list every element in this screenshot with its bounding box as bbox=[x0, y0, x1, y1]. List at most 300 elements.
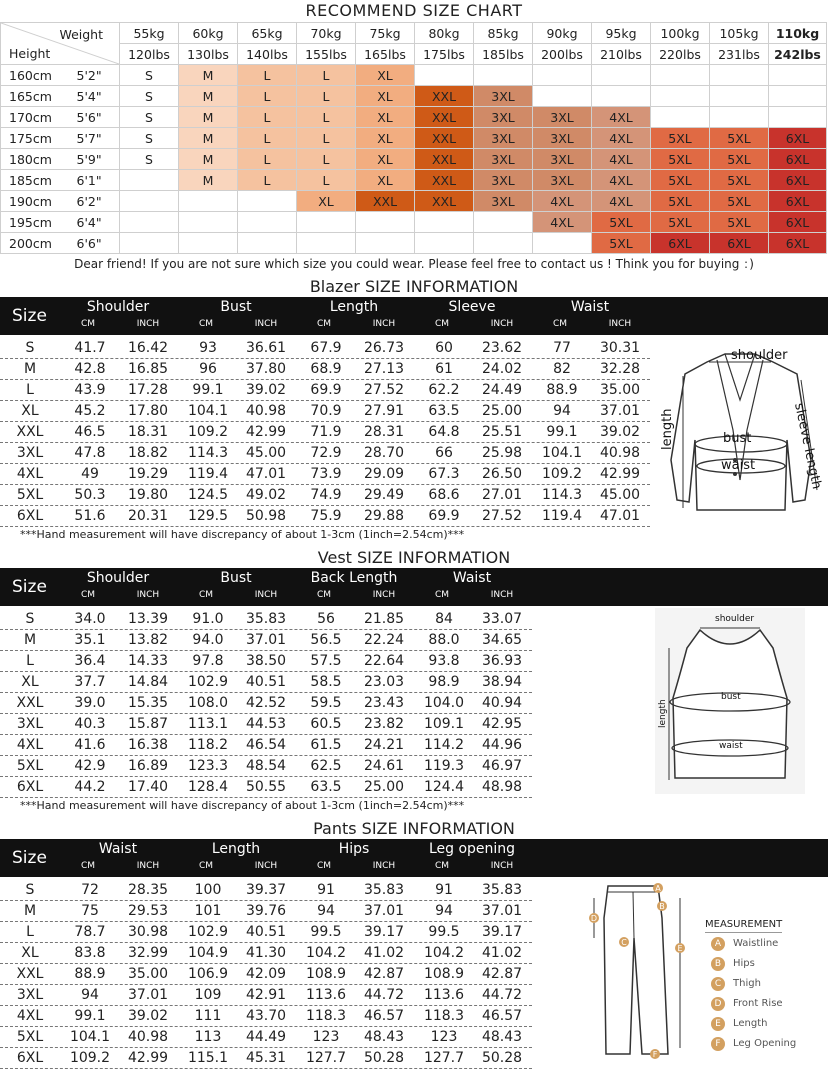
blazer-value-cell: 47.8 bbox=[74, 445, 106, 461]
height-ft: 6'1" bbox=[61, 170, 120, 191]
vest-value-cell: 114.2 bbox=[423, 737, 465, 753]
vest-value-cell: 63.5 bbox=[310, 779, 342, 795]
pants-legend-label: Waistline bbox=[733, 938, 779, 949]
blazer-value-cell: 18.82 bbox=[127, 445, 169, 461]
blazer-value-cell: 26.73 bbox=[363, 340, 405, 356]
pants-value-cell: 104.2 bbox=[305, 945, 347, 961]
blazer-value-cell: 42.8 bbox=[74, 361, 106, 377]
blazer-value-cell: 39.02 bbox=[245, 382, 287, 398]
size-cell: L bbox=[297, 86, 356, 107]
vest-unit-inch: INCH bbox=[372, 590, 396, 600]
pants-legend-letter: D bbox=[711, 997, 725, 1011]
pants-size-cell: XXL bbox=[16, 966, 44, 982]
recommend-size-table bbox=[0, 22, 827, 254]
size-cell: 6XL bbox=[769, 149, 827, 170]
blazer-note: ***Hand measurement will have discrepancy of about 1-3cm (1inch=2.54cm)*** bbox=[20, 528, 465, 541]
weight-lbs-cell: 185lbs bbox=[474, 44, 533, 65]
vest-value-cell: 46.54 bbox=[245, 737, 287, 753]
blazer-group-header: Sleeve bbox=[448, 299, 496, 315]
size-cell: XL bbox=[356, 170, 415, 191]
size-cell bbox=[474, 233, 533, 254]
pants-value-cell: 109 bbox=[194, 987, 222, 1003]
height-cm: 160cm bbox=[1, 65, 61, 86]
size-cell: 4XL bbox=[592, 128, 651, 149]
size-cell: XXL bbox=[415, 170, 474, 191]
pants-row bbox=[0, 1006, 532, 1027]
pants-value-cell: 29.53 bbox=[127, 903, 169, 919]
blazer-diagram-bust: bust bbox=[723, 431, 752, 446]
vest-value-cell: 57.5 bbox=[310, 653, 342, 669]
vest-value-cell: 39.0 bbox=[74, 695, 106, 711]
pants-value-cell: 46.57 bbox=[363, 1008, 405, 1024]
vest-diagram-shoulder: shoulder bbox=[715, 614, 755, 624]
vest-unit-inch: INCH bbox=[254, 590, 278, 600]
pants-value-cell: 42.87 bbox=[481, 966, 523, 982]
vest-value-cell: 37.7 bbox=[74, 674, 106, 690]
blazer-row bbox=[0, 464, 650, 485]
vest-value-cell: 48.54 bbox=[245, 758, 287, 774]
weight-kg-cell: 95kg bbox=[592, 23, 651, 44]
pants-value-cell: 42.91 bbox=[245, 987, 287, 1003]
pants-value-cell: 32.99 bbox=[127, 945, 169, 961]
blazer-value-cell: 28.70 bbox=[363, 445, 405, 461]
blazer-value-cell: 30.31 bbox=[599, 340, 641, 356]
blazer-value-cell: 119.4 bbox=[187, 466, 229, 482]
pants-group-header: Length bbox=[211, 841, 261, 857]
height-cm: 165cm bbox=[1, 86, 61, 107]
blazer-value-cell: 68.6 bbox=[428, 487, 460, 503]
vest-value-cell: 84 bbox=[435, 611, 453, 627]
blazer-size-header: Size bbox=[12, 306, 47, 326]
pants-value-cell: 39.17 bbox=[481, 924, 523, 940]
size-cell bbox=[710, 107, 769, 128]
height-label: Height bbox=[9, 46, 51, 61]
blazer-value-cell: 45.00 bbox=[599, 487, 641, 503]
size-cell: 5XL bbox=[651, 170, 710, 191]
size-cell: L bbox=[238, 86, 297, 107]
height-ft: 6'4" bbox=[61, 212, 120, 233]
blazer-value-cell: 51.6 bbox=[74, 508, 106, 524]
size-cell: L bbox=[297, 128, 356, 149]
weight-lbs-cell: 165lbs bbox=[356, 44, 415, 65]
size-cell: S bbox=[120, 107, 179, 128]
vest-value-cell: 16.89 bbox=[127, 758, 169, 774]
size-cell: 3XL bbox=[474, 170, 533, 191]
size-cell: L bbox=[238, 65, 297, 86]
size-cell bbox=[356, 233, 415, 254]
blazer-value-cell: 104.1 bbox=[187, 403, 229, 419]
blazer-unit-inch: INCH bbox=[608, 319, 632, 329]
pants-legend bbox=[705, 912, 825, 1057]
size-cell: 5XL bbox=[710, 170, 769, 191]
size-cell: 5XL bbox=[592, 212, 651, 233]
vest-row bbox=[0, 777, 532, 798]
vest-value-cell: 15.35 bbox=[127, 695, 169, 711]
vest-value-cell: 98.9 bbox=[428, 674, 460, 690]
pants-value-cell: 104.1 bbox=[69, 1029, 111, 1045]
size-cell bbox=[120, 212, 179, 233]
size-cell: 4XL bbox=[533, 191, 592, 212]
pants-value-cell: 99.1 bbox=[74, 1008, 106, 1024]
vest-value-cell: 38.94 bbox=[481, 674, 523, 690]
pants-size-header: Size bbox=[12, 848, 47, 868]
vest-row bbox=[0, 714, 532, 735]
vest-value-cell: 33.07 bbox=[481, 611, 523, 627]
vest-title: Vest SIZE INFORMATION bbox=[317, 548, 511, 567]
blazer-value-cell: 23.62 bbox=[481, 340, 523, 356]
blazer-value-cell: 61 bbox=[435, 361, 453, 377]
size-cell bbox=[710, 86, 769, 107]
pants-group-header: Waist bbox=[98, 841, 138, 857]
size-cell: S bbox=[120, 86, 179, 107]
blazer-size-cell: 5XL bbox=[16, 487, 44, 503]
blazer-value-cell: 45.2 bbox=[74, 403, 106, 419]
blazer-size-cell: 6XL bbox=[16, 508, 44, 524]
pants-value-cell: 75 bbox=[81, 903, 99, 919]
blazer-value-cell: 69.9 bbox=[428, 508, 460, 524]
blazer-diagram-shoulder: shoulder bbox=[731, 348, 788, 363]
size-cell bbox=[179, 191, 238, 212]
blazer-value-cell: 24.49 bbox=[481, 382, 523, 398]
pants-value-cell: 45.31 bbox=[245, 1050, 287, 1066]
size-cell: 3XL bbox=[474, 86, 533, 107]
pants-value-cell: 37.01 bbox=[127, 987, 169, 1003]
blazer-value-cell: 24.02 bbox=[481, 361, 523, 377]
vest-value-cell: 14.33 bbox=[127, 653, 169, 669]
vest-unit-cm: CM bbox=[316, 590, 332, 600]
size-cell: 5XL bbox=[710, 212, 769, 233]
blazer-value-cell: 27.01 bbox=[481, 487, 523, 503]
blazer-value-cell: 49 bbox=[81, 466, 99, 482]
size-cell: 5XL bbox=[710, 149, 769, 170]
blazer-value-cell: 25.51 bbox=[481, 424, 523, 440]
vest-value-cell: 15.87 bbox=[127, 716, 169, 732]
blazer-value-cell: 77 bbox=[553, 340, 571, 356]
pants-row bbox=[0, 964, 532, 985]
size-cell: XXL bbox=[415, 86, 474, 107]
size-cell: M bbox=[179, 149, 238, 170]
pants-legend-title: MEASUREMENT bbox=[705, 919, 782, 933]
vest-group-header: Waist bbox=[452, 570, 492, 586]
size-cell: S bbox=[120, 65, 179, 86]
weight-height-corner bbox=[1, 23, 120, 65]
pants-unit-cm: CM bbox=[198, 861, 214, 871]
size-cell: XL bbox=[356, 107, 415, 128]
weight-lbs-row bbox=[1, 44, 827, 65]
size-cell: 3XL bbox=[474, 149, 533, 170]
vest-row bbox=[0, 630, 532, 651]
pants-value-cell: 106.9 bbox=[187, 966, 229, 982]
blazer-value-cell: 69.9 bbox=[310, 382, 342, 398]
blazer-value-cell: 19.29 bbox=[127, 466, 169, 482]
blazer-value-cell: 49.02 bbox=[245, 487, 287, 503]
pants-value-cell: 94 bbox=[435, 903, 453, 919]
size-cell: 6XL bbox=[651, 233, 710, 254]
weight-lbs-cell: 130lbs bbox=[179, 44, 238, 65]
pants-value-cell: 39.02 bbox=[127, 1008, 169, 1024]
pants-size-cell: 6XL bbox=[16, 1050, 44, 1066]
weight-kg-cell: 85kg bbox=[474, 23, 533, 44]
size-cell: 6XL bbox=[769, 212, 827, 233]
pants-size-cell: M bbox=[23, 903, 37, 919]
size-cell: 6XL bbox=[769, 191, 827, 212]
pants-value-cell: 37.01 bbox=[481, 903, 523, 919]
weight-lbs-cell: 175lbs bbox=[415, 44, 474, 65]
size-cell bbox=[651, 86, 710, 107]
size-cell bbox=[769, 107, 827, 128]
size-cell: 4XL bbox=[533, 212, 592, 233]
pants-value-cell: 46.57 bbox=[481, 1008, 523, 1024]
height-cm: 185cm bbox=[1, 170, 61, 191]
pants-value-cell: 91 bbox=[317, 882, 335, 898]
blazer-row bbox=[0, 401, 650, 422]
blazer-value-cell: 16.85 bbox=[127, 361, 169, 377]
vest-row bbox=[0, 609, 532, 630]
vest-value-cell: 34.65 bbox=[481, 632, 523, 648]
height-row bbox=[1, 149, 827, 170]
pants-value-cell: 42.87 bbox=[363, 966, 405, 982]
vest-value-cell: 17.40 bbox=[127, 779, 169, 795]
size-cell bbox=[120, 170, 179, 191]
blazer-value-cell: 70.9 bbox=[310, 403, 342, 419]
pants-value-cell: 42.09 bbox=[245, 966, 287, 982]
weight-lbs-cell: 200lbs bbox=[533, 44, 592, 65]
blazer-header-bar bbox=[0, 297, 828, 335]
blazer-row bbox=[0, 485, 650, 506]
pants-mark-b: B bbox=[659, 902, 665, 911]
blazer-value-cell: 39.02 bbox=[599, 424, 641, 440]
vest-unit-inch: INCH bbox=[136, 590, 160, 600]
vest-value-cell: 42.95 bbox=[481, 716, 523, 732]
height-ft: 5'2" bbox=[61, 65, 120, 86]
pants-mark-e: E bbox=[677, 944, 683, 953]
weight-lbs-cell: 140lbs bbox=[238, 44, 297, 65]
vest-value-cell: 16.38 bbox=[127, 737, 169, 753]
vest-value-cell: 58.5 bbox=[310, 674, 342, 690]
blazer-value-cell: 50.3 bbox=[74, 487, 106, 503]
size-cell bbox=[474, 212, 533, 233]
height-cm: 195cm bbox=[1, 212, 61, 233]
blazer-value-cell: 71.9 bbox=[310, 424, 342, 440]
blazer-value-cell: 94 bbox=[553, 403, 571, 419]
blazer-value-cell: 29.49 bbox=[363, 487, 405, 503]
blazer-value-cell: 29.88 bbox=[363, 508, 405, 524]
blazer-value-cell: 109.2 bbox=[541, 466, 583, 482]
size-cell: L bbox=[297, 65, 356, 86]
height-row bbox=[1, 128, 827, 149]
size-cell: L bbox=[238, 128, 297, 149]
pants-value-cell: 30.98 bbox=[127, 924, 169, 940]
vest-note: ***Hand measurement will have discrepancy of about 1-3cm (1inch=2.54cm)*** bbox=[20, 799, 465, 812]
vest-size-cell: M bbox=[23, 632, 37, 648]
blazer-group-header: Length bbox=[329, 299, 379, 315]
blazer-row bbox=[0, 338, 650, 359]
blazer-value-cell: 47.01 bbox=[245, 466, 287, 482]
pants-group-header: Hips bbox=[338, 841, 370, 857]
vest-value-cell: 109.1 bbox=[423, 716, 465, 732]
blazer-value-cell: 67.3 bbox=[428, 466, 460, 482]
vest-value-cell: 23.03 bbox=[363, 674, 405, 690]
pants-unit-cm: CM bbox=[80, 861, 96, 871]
size-cell bbox=[415, 65, 474, 86]
size-cell bbox=[592, 86, 651, 107]
size-cell: L bbox=[297, 170, 356, 191]
size-cell: XXL bbox=[415, 128, 474, 149]
blazer-value-cell: 36.61 bbox=[245, 340, 287, 356]
blazer-value-cell: 119.4 bbox=[541, 508, 583, 524]
size-cell bbox=[474, 65, 533, 86]
vest-value-cell: 56.5 bbox=[310, 632, 342, 648]
size-cell: 6XL bbox=[769, 233, 827, 254]
vest-size-cell: 3XL bbox=[16, 716, 44, 732]
blazer-row bbox=[0, 359, 650, 380]
weight-lbs-cell: 155lbs bbox=[297, 44, 356, 65]
blazer-value-cell: 114.3 bbox=[541, 487, 583, 503]
blazer-group-header: Bust bbox=[220, 299, 252, 315]
weight-lbs-cell: 220lbs bbox=[651, 44, 710, 65]
blazer-value-cell: 114.3 bbox=[187, 445, 229, 461]
pants-value-cell: 83.8 bbox=[74, 945, 106, 961]
blazer-value-cell: 16.42 bbox=[127, 340, 169, 356]
blazer-value-cell: 20.31 bbox=[127, 508, 169, 524]
blazer-value-cell: 104.1 bbox=[541, 445, 583, 461]
pants-value-cell: 91 bbox=[435, 882, 453, 898]
weight-kg-cell: 100kg bbox=[651, 23, 710, 44]
pants-legend-letter: B bbox=[711, 957, 725, 971]
pants-value-cell: 113.6 bbox=[423, 987, 465, 1003]
size-cell: 3XL bbox=[533, 170, 592, 191]
vest-group-header: Bust bbox=[220, 570, 252, 586]
size-cell bbox=[415, 212, 474, 233]
size-cell: L bbox=[238, 149, 297, 170]
pants-row bbox=[0, 1027, 532, 1048]
size-cell: M bbox=[179, 107, 238, 128]
vest-value-cell: 119.3 bbox=[423, 758, 465, 774]
size-cell bbox=[120, 233, 179, 254]
size-cell: 5XL bbox=[651, 212, 710, 233]
vest-value-cell: 104.0 bbox=[423, 695, 465, 711]
pants-value-cell: 37.01 bbox=[363, 903, 405, 919]
blazer-row bbox=[0, 422, 650, 443]
vest-diagram-waist: waist bbox=[719, 741, 743, 751]
size-cell bbox=[120, 191, 179, 212]
pants-mark-d: D bbox=[590, 914, 598, 923]
pants-rows bbox=[0, 880, 532, 1069]
vest-value-cell: 59.5 bbox=[310, 695, 342, 711]
pants-unit-inch: INCH bbox=[372, 861, 396, 871]
size-cell: 6XL bbox=[769, 170, 827, 191]
pants-value-cell: 111 bbox=[194, 1008, 222, 1024]
blazer-value-cell: 37.01 bbox=[599, 403, 641, 419]
pants-value-cell: 41.02 bbox=[363, 945, 405, 961]
pants-value-cell: 50.28 bbox=[481, 1050, 523, 1066]
height-row bbox=[1, 86, 827, 107]
weight-kg-cell: 70kg bbox=[297, 23, 356, 44]
pants-value-cell: 104.9 bbox=[187, 945, 229, 961]
pants-row bbox=[0, 985, 532, 1006]
pants-legend-item bbox=[705, 1037, 825, 1057]
pants-value-cell: 48.43 bbox=[481, 1029, 523, 1045]
blazer-size-cell: S bbox=[25, 340, 35, 356]
pants-legend-item bbox=[705, 937, 825, 957]
pants-value-cell: 88.9 bbox=[74, 966, 106, 982]
pants-legend-letter: C bbox=[711, 977, 725, 991]
vest-value-cell: 13.39 bbox=[127, 611, 169, 627]
blazer-value-cell: 25.98 bbox=[481, 445, 523, 461]
blazer-value-cell: 74.9 bbox=[310, 487, 342, 503]
vest-value-cell: 36.93 bbox=[481, 653, 523, 669]
vest-value-cell: 118.2 bbox=[187, 737, 229, 753]
blazer-title: Blazer SIZE INFORMATION bbox=[309, 277, 519, 296]
size-cell bbox=[179, 233, 238, 254]
recommend-note: Dear friend! If you are not sure which size you could wear. Please feel free to contact us ! Think you for buying ：) bbox=[74, 257, 754, 271]
pants-group-header: Leg opening bbox=[428, 841, 516, 857]
size-cell bbox=[179, 212, 238, 233]
blazer-value-cell: 109.2 bbox=[187, 424, 229, 440]
vest-value-cell: 13.82 bbox=[127, 632, 169, 648]
size-cell: 3XL bbox=[533, 128, 592, 149]
vest-value-cell: 91.0 bbox=[192, 611, 224, 627]
blazer-unit-cm: CM bbox=[198, 319, 214, 329]
vest-rows bbox=[0, 609, 532, 798]
blazer-value-cell: 40.98 bbox=[599, 445, 641, 461]
pants-value-cell: 123 bbox=[430, 1029, 458, 1045]
pants-legend-label: Hips bbox=[733, 958, 755, 969]
height-cm: 175cm bbox=[1, 128, 61, 149]
vest-value-cell: 37.01 bbox=[245, 632, 287, 648]
blazer-value-cell: 18.31 bbox=[127, 424, 169, 440]
pants-value-cell: 115.1 bbox=[187, 1050, 229, 1066]
pants-value-cell: 44.49 bbox=[245, 1029, 287, 1045]
vest-row bbox=[0, 651, 532, 672]
vest-value-cell: 44.96 bbox=[481, 737, 523, 753]
size-cell: 3XL bbox=[533, 149, 592, 170]
pants-value-cell: 118.3 bbox=[423, 1008, 465, 1024]
size-cell bbox=[769, 86, 827, 107]
vest-value-cell: 123.3 bbox=[187, 758, 229, 774]
blazer-size-cell: M bbox=[23, 361, 37, 377]
pants-mark-f: F bbox=[652, 1050, 658, 1059]
height-row bbox=[1, 212, 827, 233]
vest-value-cell: 128.4 bbox=[187, 779, 229, 795]
weight-kg-cell: 110kg bbox=[769, 23, 827, 44]
pants-legend-item bbox=[705, 997, 825, 1017]
pants-value-cell: 123 bbox=[312, 1029, 340, 1045]
blazer-row bbox=[0, 443, 650, 464]
pants-value-cell: 102.9 bbox=[187, 924, 229, 940]
blazer-value-cell: 27.91 bbox=[363, 403, 405, 419]
size-cell: L bbox=[297, 149, 356, 170]
size-cell: 4XL bbox=[592, 191, 651, 212]
pants-unit-cm: CM bbox=[316, 861, 332, 871]
height-ft: 6'2" bbox=[61, 191, 120, 212]
blazer-value-cell: 50.98 bbox=[245, 508, 287, 524]
pants-value-cell: 118.3 bbox=[305, 1008, 347, 1024]
pants-value-cell: 39.37 bbox=[245, 882, 287, 898]
pants-size-cell: S bbox=[25, 882, 35, 898]
blazer-unit-inch: INCH bbox=[490, 319, 514, 329]
size-cell: XXL bbox=[415, 191, 474, 212]
vest-row bbox=[0, 672, 532, 693]
pants-value-cell: 28.35 bbox=[127, 882, 169, 898]
size-cell: 3XL bbox=[474, 107, 533, 128]
size-cell: 3XL bbox=[533, 107, 592, 128]
pants-mark-c: C bbox=[621, 938, 627, 947]
weight-lbs-cell: 242lbs bbox=[769, 44, 827, 65]
vest-group-header: Back Length bbox=[310, 570, 398, 586]
vest-value-cell: 24.21 bbox=[363, 737, 405, 753]
vest-value-cell: 44.2 bbox=[74, 779, 106, 795]
